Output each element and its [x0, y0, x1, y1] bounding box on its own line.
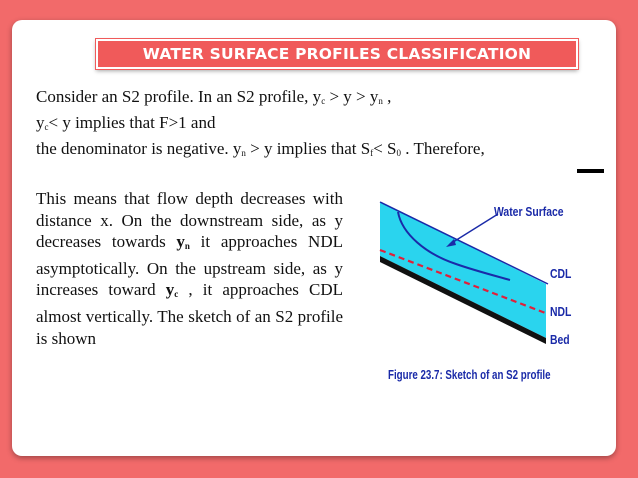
intro-line-1-c: ,: [382, 87, 392, 106]
label-cdl: CDL: [550, 266, 572, 281]
intro-line-2-a: y: [36, 113, 45, 132]
s2-profile-sketch: [376, 194, 600, 390]
intro-line-3-c: < S: [373, 139, 397, 158]
slide-title-text: WATER SURFACE PROFILES CLASSIFICATION: [142, 45, 532, 63]
divider-rule: [577, 169, 604, 173]
paragraph-part-3: , it approaches CDL almost vertically. The sketch of an S2 profile is shown: [36, 280, 343, 348]
label-water-surface: Water Surface: [494, 204, 564, 219]
body-paragraph: [36, 188, 343, 349]
intro-line-3-b: > y implies that S: [245, 139, 371, 158]
label-ndl: NDL: [550, 304, 572, 319]
paragraph-part-1: This means that flow depth decreases with distance x. On the downstream side, as y decreases towards: [36, 189, 343, 252]
subscript-n: n: [241, 148, 246, 158]
label-bed: Bed: [550, 332, 570, 347]
subscript-c: c: [174, 289, 179, 300]
intro-line-1-b: > y > y: [325, 87, 379, 106]
subscript-n: n: [378, 96, 383, 106]
intro-line-3-d: . Therefore,: [401, 139, 485, 158]
subscript-c: c: [44, 122, 49, 132]
paragraph-part-2: it approaches NDL asymptotically. On the upstream side, as y increases toward: [36, 232, 343, 300]
subscript-n: n: [184, 241, 190, 252]
intro-line-1: [36, 86, 596, 112]
intro-line-3: [36, 138, 596, 164]
intro-line-2-b: < y implies that F>1 and: [48, 113, 216, 132]
intro-text: [36, 86, 596, 164]
intro-line-2: [36, 112, 596, 138]
water-surface-arrow: [450, 214, 498, 244]
slide-title: [96, 39, 578, 69]
intro-line-3-a: the denominator is negative. y: [36, 139, 242, 158]
subscript-c: c: [321, 96, 326, 106]
figure-caption: Figure 23.7: Sketch of an S2 profile: [388, 368, 551, 382]
symbol-y: y: [165, 280, 175, 300]
subscript-0: 0: [396, 148, 402, 158]
intro-line-1-a: Consider an S2 profile. In an S2 profile, y: [36, 87, 322, 106]
symbol-y: y: [176, 232, 185, 252]
subscript-f: f: [370, 148, 374, 158]
